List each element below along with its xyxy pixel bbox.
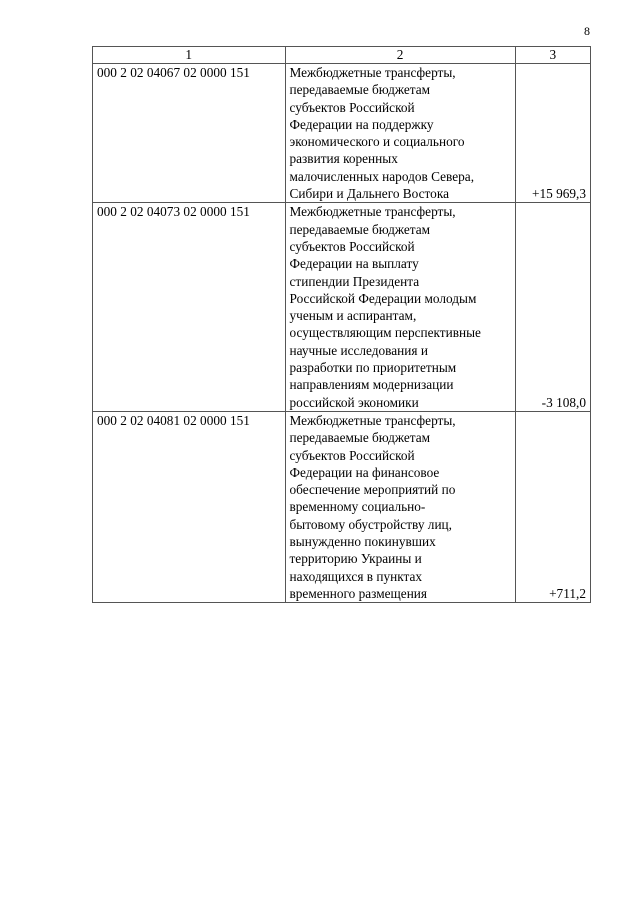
description-line: обеспечение мероприятий по	[289, 482, 456, 498]
description-line: Федерации на финансовое	[289, 464, 440, 480]
description-line: российской экономики	[289, 394, 419, 410]
description-line: бытовому обустройству лиц,	[289, 516, 452, 532]
description-line: ученым и аспирантам,	[289, 308, 417, 324]
description-line: Российской Федерации молодым	[289, 290, 477, 306]
description-line: стипендии Президента	[289, 273, 420, 289]
description-line: субъектов Российской	[289, 99, 415, 115]
description-line: развития коренных	[289, 151, 398, 167]
description-line: Сибири и Дальнего Востока	[289, 186, 449, 202]
header-col-3: 3	[515, 47, 590, 64]
header-col-2: 2	[285, 47, 515, 64]
amount: +711,2	[515, 411, 590, 602]
description-line: передаваемые бюджетам	[289, 221, 431, 237]
table-header-row	[93, 47, 591, 64]
description	[285, 411, 515, 602]
table-row	[93, 203, 591, 412]
description-line: Федерации на выплату	[289, 256, 419, 272]
description-line: разработки по приоритетным	[289, 360, 457, 376]
description	[285, 203, 515, 412]
description-line: передаваемые бюджетам	[289, 430, 431, 446]
description-line: субъектов Российской	[289, 238, 415, 254]
description-line: экономического и социального	[289, 134, 465, 150]
description-line: малочисленных народов Севера,	[289, 168, 475, 184]
description-line: вынужденно покинувших	[289, 534, 436, 550]
description-line: территорию Украины и	[289, 551, 422, 567]
amount: -3 108,0	[515, 203, 590, 412]
description-line: Межбюджетные трансферты,	[289, 412, 456, 428]
description-line: направлениям модернизации	[289, 377, 454, 393]
description-line: находящихся в пунктах	[289, 568, 423, 584]
description	[285, 64, 515, 203]
table-row	[93, 411, 591, 602]
budget-code: 000 2 02 04067 02 0000 151	[93, 64, 286, 203]
description-line: Межбюджетные трансферты,	[289, 204, 456, 220]
description-line: передаваемые бюджетам	[289, 82, 431, 98]
amount: +15 969,3	[515, 64, 590, 203]
description-line: осуществляющим перспективные	[289, 325, 481, 341]
description-line: Федерации на поддержку	[289, 116, 434, 132]
budget-code: 000 2 02 04081 02 0000 151	[93, 411, 286, 602]
page-number: 8	[584, 24, 590, 38]
budget-code: 000 2 02 04073 02 0000 151	[93, 203, 286, 412]
budget-table	[92, 46, 591, 603]
table-row	[93, 64, 591, 203]
description-line: временному социально-	[289, 499, 426, 515]
description-line: временного размещения	[289, 585, 428, 601]
description-line: научные исследования и	[289, 342, 428, 358]
description-line: Межбюджетные трансферты,	[289, 65, 456, 80]
description-line: субъектов Российской	[289, 447, 415, 463]
header-col-1: 1	[93, 47, 286, 64]
